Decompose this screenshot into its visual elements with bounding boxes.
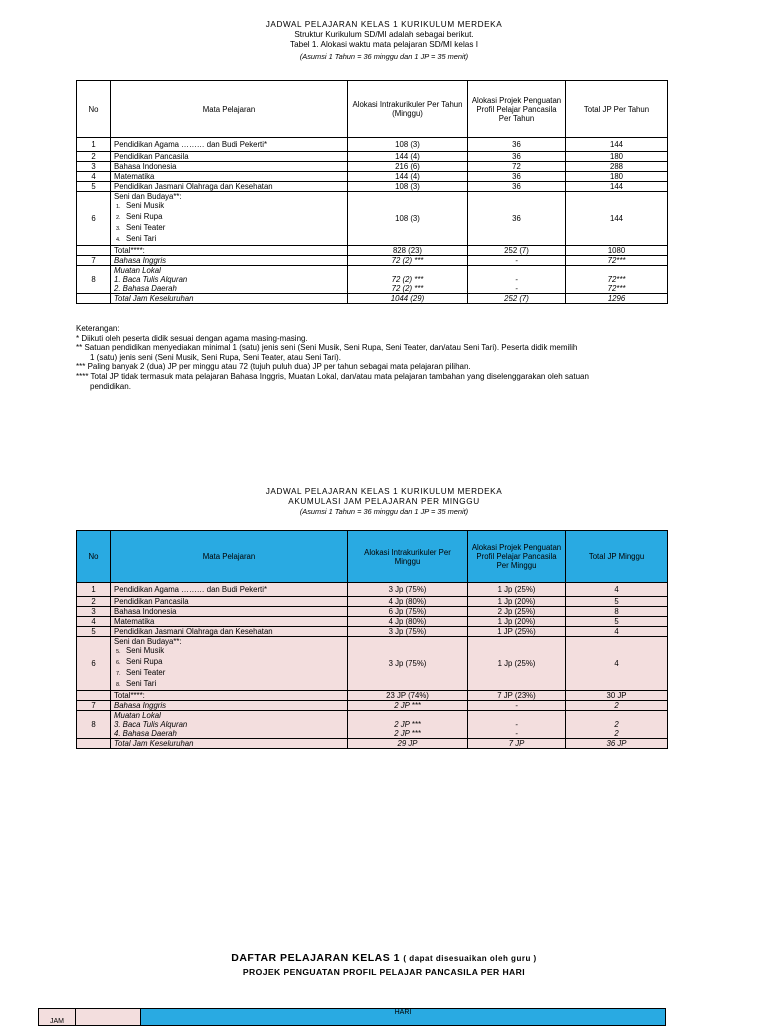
row-no: 2 [77, 597, 111, 607]
table2-title: JADWAL PELAJARAN KELAS 1 KURIKULUM MERDEKA [265, 487, 503, 496]
row-total: 144 [566, 182, 668, 192]
table1-col-subject: Mata Pelajaran [111, 81, 348, 138]
row-intra: 828 (23) [348, 246, 468, 256]
row-no [77, 246, 111, 256]
row-total: 288 [566, 162, 668, 172]
mulok-projek: - [515, 729, 518, 738]
table2-heading [0, 487, 768, 517]
list-item [116, 657, 344, 668]
row-projek: 1 Jp (25%) [468, 583, 566, 597]
row-projek: 36 [468, 138, 566, 152]
note-1: * Diikuti oleh peserta didik sesuai dengan agama masing-masing. [76, 333, 308, 343]
row-total: 5 [566, 597, 668, 607]
mulok-item: 2. Bahasa Daerah [114, 284, 177, 293]
row-total: 8 [566, 607, 668, 617]
mulok-item: 1. Baca Tulis Alquran [114, 275, 188, 284]
row-intra: 1044 (29) [348, 294, 468, 304]
row-projek: 36 [468, 192, 566, 246]
table-row [77, 583, 668, 597]
mulok-projek: - [515, 275, 518, 284]
table-row-inggris [77, 701, 668, 711]
table-row [77, 617, 668, 627]
mulok-total: 2 [614, 729, 619, 738]
row-projek [468, 711, 566, 739]
row-intra: 108 (3) [348, 138, 468, 152]
list-item [116, 223, 344, 234]
table1-col-intra: Alokasi Intrakurikuler Per Tahun (Minggu) [348, 81, 468, 138]
row-no: 1 [77, 583, 111, 597]
row-intra: 4 Jp (80%) [348, 597, 468, 607]
mulok-title: Muatan Lokal [114, 711, 161, 720]
col-blank [76, 1009, 141, 1026]
row-intra: 216 (6) [348, 162, 468, 172]
row-subject: Bahasa Indonesia [111, 162, 348, 172]
table-row [77, 152, 668, 162]
row-total: 4 [566, 637, 668, 691]
row-no [77, 739, 111, 749]
item-number: 5. [116, 649, 121, 655]
row-projek: - [468, 256, 566, 266]
mulok-projek: - [515, 720, 518, 729]
row-subject: Pendidikan Agama ……… dan Budi Pekerti* [111, 138, 348, 152]
table1-col-no: No [77, 81, 111, 138]
row-projek: 252 (7) [468, 246, 566, 256]
row-subject: Pendidikan Jasmani Olahraga dan Kesehatan [111, 627, 348, 637]
mulok-intra: 2 JP *** [394, 720, 421, 729]
table2-col-subject: Mata Pelajaran [111, 531, 348, 583]
row-total: 36 JP [566, 739, 668, 749]
item-number: 1. [116, 204, 121, 210]
table-row [77, 138, 668, 152]
item-number: 8. [116, 682, 121, 688]
row-subject [111, 711, 348, 739]
item-number: 4. [116, 237, 121, 243]
table2-subtitle: AKUMULASI JAM PELAJARAN PER MINGGU [288, 497, 480, 506]
notes-section [76, 324, 766, 391]
row-projek: 7 JP [468, 739, 566, 749]
list-item [116, 679, 344, 690]
table-row-grand-total [77, 294, 668, 304]
row-total: 2 [566, 701, 668, 711]
row-projek: 72 [468, 162, 566, 172]
item-number: 6. [116, 660, 121, 666]
row-total: 1080 [566, 246, 668, 256]
item-label: Seni Rupa [126, 212, 163, 221]
item-label: Seni Musik [126, 201, 165, 210]
table-row-subtotal [77, 246, 668, 256]
row-total: 1296 [566, 294, 668, 304]
row-intra [348, 711, 468, 739]
list-item [116, 212, 344, 223]
row-subject [111, 266, 348, 294]
row-subject [111, 637, 348, 691]
table-row-mulok [77, 711, 668, 739]
row-no: 4 [77, 172, 111, 182]
row-subject: Pendidikan Pancasila [111, 152, 348, 162]
item-label: Seni Rupa [126, 657, 163, 666]
item-label: Seni Musik [126, 646, 165, 655]
table1-caption: Tabel 1. Alokasi waktu mata pelajaran SD/MI kelas I [290, 40, 478, 49]
list-item [116, 646, 344, 657]
table2-header-row [77, 531, 668, 583]
row-projek [468, 266, 566, 294]
table2-col-total: Total JP Minggu [566, 531, 668, 583]
row-subject: Pendidikan Pancasila [111, 597, 348, 607]
row-projek: 2 Jp (25%) [468, 607, 566, 617]
table1-header-row [77, 81, 668, 138]
row-no: 5 [77, 627, 111, 637]
table-row [77, 182, 668, 192]
table-row [77, 627, 668, 637]
row-intra: 72 (2) *** [348, 256, 468, 266]
note-4-cont: pendidikan. [90, 381, 131, 391]
table2 [76, 530, 668, 749]
seni-list [114, 201, 344, 245]
row-projek: 1 Jp (20%) [468, 597, 566, 607]
row-total: 4 [566, 583, 668, 597]
list-item [116, 668, 344, 679]
mulok-total: 72*** [607, 284, 626, 293]
row-no: 4 [77, 617, 111, 627]
table2-note: (Asumsi 1 Tahun = 36 minggu dan 1 JP = 35 menit) [299, 507, 469, 516]
notes-title: Keterangan: [76, 324, 120, 333]
row-total: 4 [566, 627, 668, 637]
mulok-projek: - [515, 284, 518, 293]
daftar-title-note: ( dapat disesuaikan oleh guru ) [403, 954, 537, 963]
row-intra: 6 Jp (75%) [348, 607, 468, 617]
row-intra [348, 266, 468, 294]
table-row-seni [77, 192, 668, 246]
row-total: 5 [566, 617, 668, 627]
row-subject: Pendidikan Agama ……… dan Budi Pekerti* [111, 583, 348, 597]
seni-title: Seni dan Budaya**: [114, 637, 182, 646]
note-4: **** Total JP tidak termasuk mata pelajaran Bahasa Inggris, Muatan Lokal, dan/atau mata pelajaran tambahan yang diselenggarakan oleh satuan [76, 371, 589, 381]
table-row-seni [77, 637, 668, 691]
row-projek: 7 JP (23%) [468, 691, 566, 701]
seni-list [114, 646, 344, 690]
row-total: 30 JP [566, 691, 668, 701]
table1-col-projek: Alokasi Projek Penguatan Profil Pelajar Pancasila Per Tahun [468, 81, 566, 138]
note-2-cont: 1 (satu) jenis seni (Seni Musik, Seni Rupa, Seni Teater, atau Seni Tari). [90, 352, 341, 362]
row-no: 6 [77, 192, 111, 246]
row-intra: 144 (4) [348, 172, 468, 182]
list-item [116, 234, 344, 245]
row-subject: Total****: [111, 691, 348, 701]
table1-col-total: Total JP Per Tahun [566, 81, 668, 138]
row-intra: 3 Jp (75%) [348, 637, 468, 691]
row-intra: 29 JP [348, 739, 468, 749]
row-total: 180 [566, 152, 668, 162]
note-2: ** Satuan pendidikan menyediakan minimal 1 (satu) jenis seni (Seni Musik, Seni Rupa, Seni Teater, dan/atau Seni Tari). Peserta didik memilih [76, 343, 578, 353]
table-row-grand-total [77, 739, 668, 749]
mulok-item: 4. Bahasa Daerah [114, 729, 177, 738]
row-subject: Matematika [111, 617, 348, 627]
table-row-inggris [77, 256, 668, 266]
row-no: 6 [77, 637, 111, 691]
row-intra: 23 JP (74%) [348, 691, 468, 701]
row-intra: 108 (3) [348, 182, 468, 192]
row-intra: 2 JP *** [348, 701, 468, 711]
row-subject: Bahasa Inggris [111, 701, 348, 711]
table1-note: (Asumsi 1 Tahun = 36 minggu dan 1 JP = 35 menit) [299, 52, 469, 61]
row-total: 72*** [566, 256, 668, 266]
table1-subtitle: Struktur Kurikulum SD/MI adalah sebagai berikut. [294, 30, 474, 39]
row-projek: 1 JP (25%) [468, 627, 566, 637]
row-subject: Total****: [111, 246, 348, 256]
row-subject: Matematika [111, 172, 348, 182]
row-no: 5 [77, 182, 111, 192]
row-no: 3 [77, 607, 111, 617]
mulok-intra: 72 (2) *** [391, 284, 424, 293]
item-label: Seni Tari [126, 234, 157, 243]
row-total [566, 711, 668, 739]
item-label: Seni Teater [126, 668, 166, 677]
table-row [77, 162, 668, 172]
col-jam [39, 1009, 76, 1026]
daftar-table [38, 1008, 666, 1026]
table2-col-no: No [77, 531, 111, 583]
table-row-mulok [77, 266, 668, 294]
col-hari-label: HARI [394, 1009, 412, 1016]
row-subject [111, 192, 348, 246]
row-no: 7 [77, 256, 111, 266]
col-jam-label: JAM [50, 1018, 64, 1025]
seni-title: Seni dan Budaya**: [114, 192, 182, 201]
table1-title: JADWAL PELAJARAN KELAS 1 KURIKULUM MERDEKA [265, 20, 503, 29]
table2-col-projek: Alokasi Projek Penguatan Profil Pelajar Pancasila Per Minggu [468, 531, 566, 583]
mulok-intra: 2 JP *** [394, 729, 421, 738]
row-subject: Pendidikan Jasmani Olahraga dan Kesehatan [111, 182, 348, 192]
row-total: 144 [566, 138, 668, 152]
daftar-title [0, 952, 768, 964]
row-projek: 36 [468, 172, 566, 182]
item-number: 7. [116, 671, 121, 677]
row-no: 8 [77, 266, 111, 294]
row-no: 2 [77, 152, 111, 162]
row-projek: 1 Jp (25%) [468, 637, 566, 691]
table-row [77, 172, 668, 182]
mulok-total: 72*** [607, 275, 626, 284]
row-no: 3 [77, 162, 111, 172]
note-3: *** Paling banyak 2 (dua) JP per minggu atau 72 (tujuh puluh dua) JP per tahun sebagai mata pelajaran pilihan. [76, 362, 471, 372]
table-row [77, 597, 668, 607]
row-no [77, 294, 111, 304]
item-label: Seni Tari [126, 679, 157, 688]
row-no: 1 [77, 138, 111, 152]
item-number: 2. [116, 215, 121, 221]
row-subject: Bahasa Inggris [111, 256, 348, 266]
row-projek: - [468, 701, 566, 711]
table1 [76, 80, 668, 304]
row-intra: 4 Jp (80%) [348, 617, 468, 627]
row-no: 7 [77, 701, 111, 711]
mulok-total: 2 [614, 720, 619, 729]
row-total: 180 [566, 172, 668, 182]
item-label: Seni Teater [126, 223, 166, 232]
row-projek: 1 Jp (20%) [468, 617, 566, 627]
row-total [566, 266, 668, 294]
mulok-intra: 72 (2) *** [391, 275, 424, 284]
daftar-title-text: DAFTAR PELAJARAN KELAS 1 [231, 952, 400, 964]
list-item [116, 201, 344, 212]
item-number: 3. [116, 226, 121, 232]
table-row-subtotal [77, 691, 668, 701]
row-no [77, 691, 111, 701]
row-projek: 36 [468, 182, 566, 192]
mulok-item: 3. Baca Tulis Alquran [114, 720, 188, 729]
daftar-subtitle: PROJEK PENGUATAN PROFIL PELAJAR PANCASILA PER HARI [242, 967, 526, 977]
row-projek: 252 (7) [468, 294, 566, 304]
table-row [77, 607, 668, 617]
table1-heading [0, 20, 768, 62]
row-projek: 36 [468, 152, 566, 162]
table2-col-intra: Alokasi Intrakurikuler Per Minggu [348, 531, 468, 583]
row-no: 8 [77, 711, 111, 739]
row-total: 144 [566, 192, 668, 246]
mulok-title: Muatan Lokal [114, 266, 161, 275]
row-subject: Total Jam Keseluruhan [111, 739, 348, 749]
col-hari [141, 1009, 666, 1026]
row-subject: Total Jam Keseluruhan [111, 294, 348, 304]
row-intra: 3 Jp (75%) [348, 627, 468, 637]
row-intra: 3 Jp (75%) [348, 583, 468, 597]
row-subject: Bahasa Indonesia [111, 607, 348, 617]
row-intra: 108 (3) [348, 192, 468, 246]
daftar-heading [0, 952, 768, 977]
row-intra: 144 (4) [348, 152, 468, 162]
